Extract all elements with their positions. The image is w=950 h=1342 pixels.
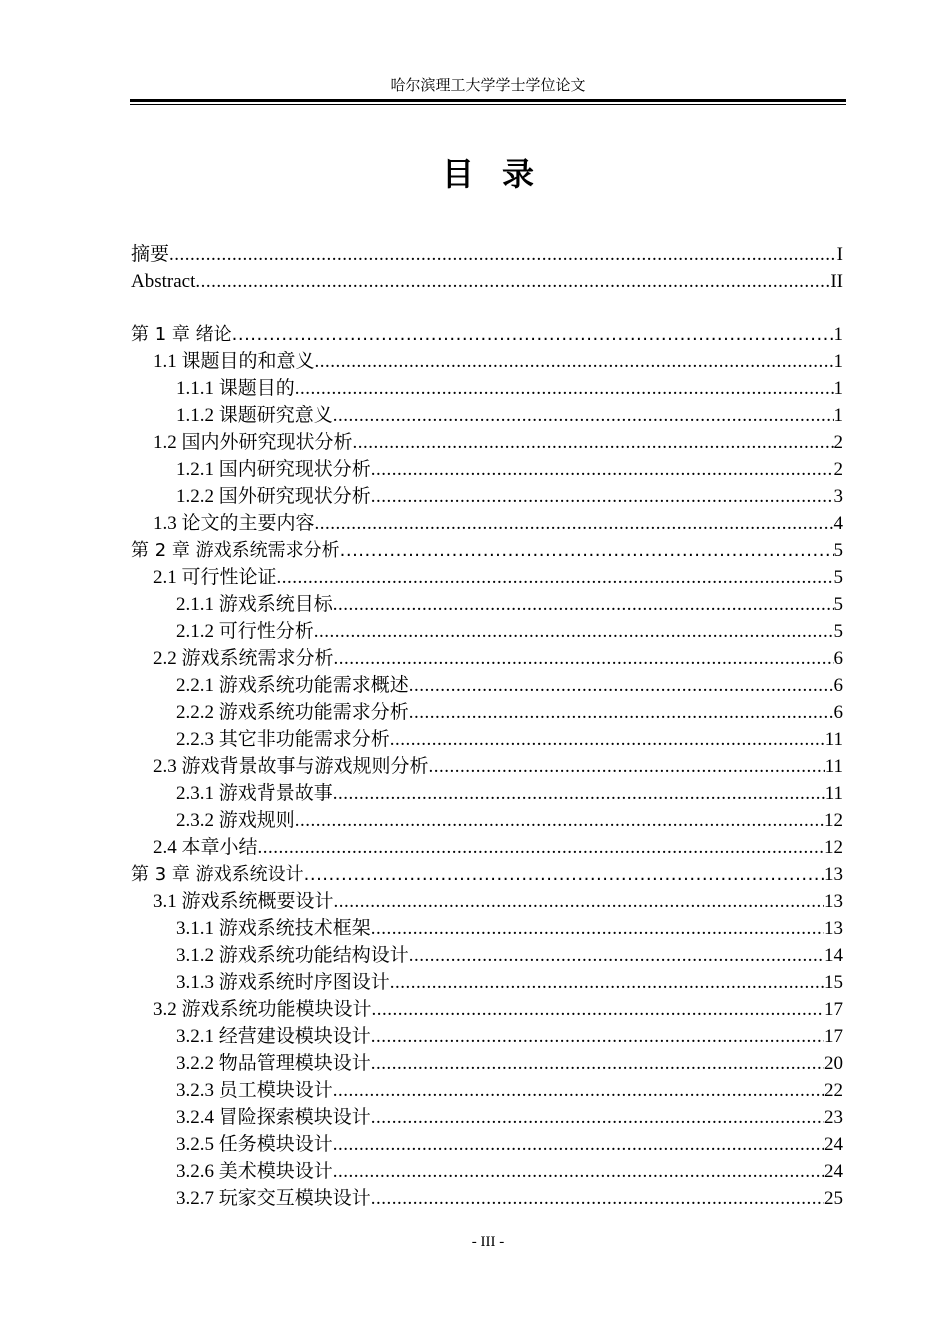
toc-entry[interactable] [131, 672, 843, 699]
dot-leader [333, 780, 825, 807]
toc-entry-label: 2.1 可行性论证 [153, 567, 277, 588]
toc-entry-label: 2.3.1 游戏背景故事 [176, 783, 333, 804]
dot-leader [371, 1023, 824, 1050]
toc-entry-label: 3.1 游戏系统概要设计 [153, 891, 334, 912]
toc-entry-page: 6 [833, 648, 843, 669]
toc-entry[interactable] [131, 537, 843, 564]
toc-entry-label: 3.2.1 经营建设模块设计 [176, 1026, 371, 1047]
dot-leader [390, 969, 824, 996]
dot-leader [371, 456, 834, 483]
toc-entry[interactable] [131, 1023, 843, 1050]
header-rule-thin [130, 104, 846, 105]
toc-entry-label: 2.1.2 可行性分析 [176, 621, 314, 642]
toc-entry[interactable] [131, 1158, 843, 1185]
toc-entry-label: 1.2.1 国内研究现状分析 [176, 459, 371, 480]
toc-entry-page: 24 [824, 1161, 843, 1182]
toc-entry-label: 第 2 章 游戏系统需求分析 [131, 540, 340, 561]
toc-entry[interactable] [131, 888, 843, 915]
toc-entry-page: 6 [833, 702, 843, 723]
dot-leader [314, 618, 834, 645]
toc-entry[interactable] [131, 483, 843, 510]
toc-entry-page: 17 [824, 1026, 843, 1047]
header-rule-thick [130, 99, 846, 102]
toc-entry[interactable] [131, 1104, 843, 1131]
table-of-contents [131, 241, 843, 1212]
toc-entry[interactable] [131, 321, 843, 348]
dot-leader [333, 1158, 824, 1185]
toc-entry-label: 3.2.5 任务模块设计 [176, 1134, 333, 1155]
toc-entry-label: 1.3 论文的主要内容 [153, 513, 315, 534]
toc-entry-page: 1 [833, 351, 843, 372]
toc-entry[interactable] [131, 268, 843, 295]
toc-entry-label: 2.3 游戏背景故事与游戏规则分析 [153, 756, 429, 777]
dot-leader [333, 591, 834, 618]
dot-leader [295, 807, 824, 834]
dot-leader [371, 1104, 824, 1131]
dot-leader [390, 726, 825, 753]
dot-leader [334, 888, 824, 915]
toc-entry[interactable] [131, 645, 843, 672]
toc-entry[interactable] [131, 915, 843, 942]
dot-leader [371, 483, 834, 510]
toc-entry-label: 3.2.4 冒险探索模块设计 [176, 1107, 371, 1128]
dot-leader [353, 429, 834, 456]
toc-entry[interactable] [131, 241, 843, 268]
toc-entry-page: 12 [824, 837, 843, 858]
dot-leader [372, 996, 824, 1023]
toc-entry-page: 15 [824, 972, 843, 993]
toc-entry[interactable] [131, 510, 843, 537]
dot-leader [232, 321, 834, 348]
toc-entry-page: 6 [833, 675, 843, 696]
toc-entry-label: 2.4 本章小结 [153, 837, 258, 858]
toc-entry-page: 13 [824, 891, 843, 912]
toc-entry-label: 2.2.3 其它非功能需求分析 [176, 729, 390, 750]
toc-entry-page: 25 [824, 1188, 843, 1209]
toc-entry-label: 1.2.2 国外研究现状分析 [176, 486, 371, 507]
toc-entry-label: 3.2.2 物品管理模块设计 [176, 1053, 371, 1074]
toc-entry[interactable] [131, 375, 843, 402]
toc-entry-page: 3 [833, 486, 843, 507]
dot-leader [333, 1077, 824, 1104]
toc-entry-page: I [836, 244, 843, 265]
toc-entry[interactable] [131, 456, 843, 483]
toc-entry-label: 1.1 课题目的和意义 [153, 351, 315, 372]
toc-entry-label: 2.2 游戏系统需求分析 [153, 648, 334, 669]
toc-entry-label: 3.1.3 游戏系统时序图设计 [176, 972, 390, 993]
toc-entry[interactable] [131, 807, 843, 834]
dot-leader [371, 1050, 824, 1077]
toc-entry[interactable] [131, 1131, 843, 1158]
toc-entry-page: 5 [833, 567, 843, 588]
toc-entry[interactable] [131, 699, 843, 726]
dot-leader [333, 1131, 824, 1158]
dot-leader [333, 402, 834, 429]
toc-entry-page: II [830, 271, 843, 292]
toc-entry[interactable] [131, 942, 843, 969]
toc-entry[interactable] [131, 402, 843, 429]
toc-entry-page: 1 [833, 378, 843, 399]
toc-entry-label: 摘要 [131, 244, 170, 265]
toc-entry[interactable] [131, 591, 843, 618]
toc-entry-label: 3.1.1 游戏系统技术框架 [176, 918, 371, 939]
toc-entry-label: 2.2.2 游戏系统功能需求分析 [176, 702, 409, 723]
toc-entry-label: 1.1.1 课题目的 [176, 378, 295, 399]
dot-leader [334, 645, 834, 672]
toc-entry[interactable] [131, 429, 843, 456]
toc-entry-page: 24 [824, 1134, 843, 1155]
dot-leader [195, 268, 830, 295]
dot-leader [429, 753, 825, 780]
toc-entry[interactable] [131, 969, 843, 996]
toc-entry-label: 1.1.2 课题研究意义 [176, 405, 333, 426]
toc-entry-label: 第 3 章 游戏系统设计 [131, 864, 304, 885]
toc-entry-label: 2.1.1 游戏系统目标 [176, 594, 333, 615]
page-header: 哈尔滨理工大学学士学位论文 [390, 78, 586, 94]
toc-entry-page: 12 [824, 810, 843, 831]
toc-entry[interactable] [131, 1077, 843, 1104]
toc-entry-page: 1 [833, 324, 843, 345]
toc-entry-label: 2.3.2 游戏规则 [176, 810, 295, 831]
dot-leader [169, 241, 837, 268]
toc-entry-page: 5 [833, 540, 843, 561]
dot-leader [371, 915, 824, 942]
toc-entry-page: 13 [824, 864, 843, 885]
toc-entry-page: 5 [833, 621, 843, 642]
toc-entry[interactable] [131, 348, 843, 375]
toc-entry-page: 2 [833, 432, 843, 453]
dot-leader [315, 348, 834, 375]
dot-leader [371, 1185, 824, 1212]
toc-entry-page: 11 [824, 756, 843, 777]
toc-entry-label: 3.2 游戏系统功能模块设计 [153, 999, 372, 1020]
toc-entry-label: 3.2.7 玩家交互模块设计 [176, 1188, 371, 1209]
toc-entry-page: 11 [824, 729, 843, 750]
dot-leader [295, 375, 834, 402]
toc-entry[interactable] [131, 861, 843, 888]
dot-leader [304, 861, 824, 888]
toc-entry-page: 5 [833, 594, 843, 615]
toc-entry[interactable] [131, 996, 843, 1023]
dot-leader [277, 564, 834, 591]
toc-entry-page: 4 [833, 513, 843, 534]
toc-entry-page: 13 [824, 918, 843, 939]
toc-entry[interactable] [131, 618, 843, 645]
dot-leader [409, 699, 834, 726]
toc-entry-page: 1 [833, 405, 843, 426]
toc-entry-page: 17 [824, 999, 843, 1020]
toc-entry[interactable] [131, 753, 843, 780]
toc-entry[interactable] [131, 1185, 843, 1212]
dot-leader [409, 942, 824, 969]
toc-title: 目录 [441, 155, 562, 193]
toc-entry-page: 23 [824, 1107, 843, 1128]
toc-entry[interactable] [131, 780, 843, 807]
toc-entry-page: 20 [824, 1053, 843, 1074]
toc-entry-page: 11 [824, 783, 843, 804]
dot-leader [315, 510, 834, 537]
toc-entry[interactable] [131, 726, 843, 753]
toc-entry[interactable] [131, 834, 843, 861]
toc-entry-page: 2 [833, 459, 843, 480]
toc-entry-label: 2.2.1 游戏系统功能需求概述 [176, 675, 409, 696]
toc-entry-label: 1.2 国内外研究现状分析 [153, 432, 353, 453]
toc-entry[interactable] [131, 564, 843, 591]
toc-entry-label: 第 1 章 绪论 [131, 324, 232, 345]
toc-entry-label: Abstract [131, 271, 196, 292]
dot-leader [258, 834, 824, 861]
dot-leader [409, 672, 834, 699]
page-number: - III - [471, 1234, 505, 1250]
toc-entry-page: 22 [824, 1080, 843, 1101]
toc-entry-page: 14 [824, 945, 843, 966]
toc-entry-label: 3.2.3 员工模块设计 [176, 1080, 333, 1101]
toc-entry[interactable] [131, 1050, 843, 1077]
dot-leader [340, 537, 834, 564]
toc-entry-label: 3.2.6 美术模块设计 [176, 1161, 333, 1182]
toc-entry-label: 3.1.2 游戏系统功能结构设计 [176, 945, 409, 966]
